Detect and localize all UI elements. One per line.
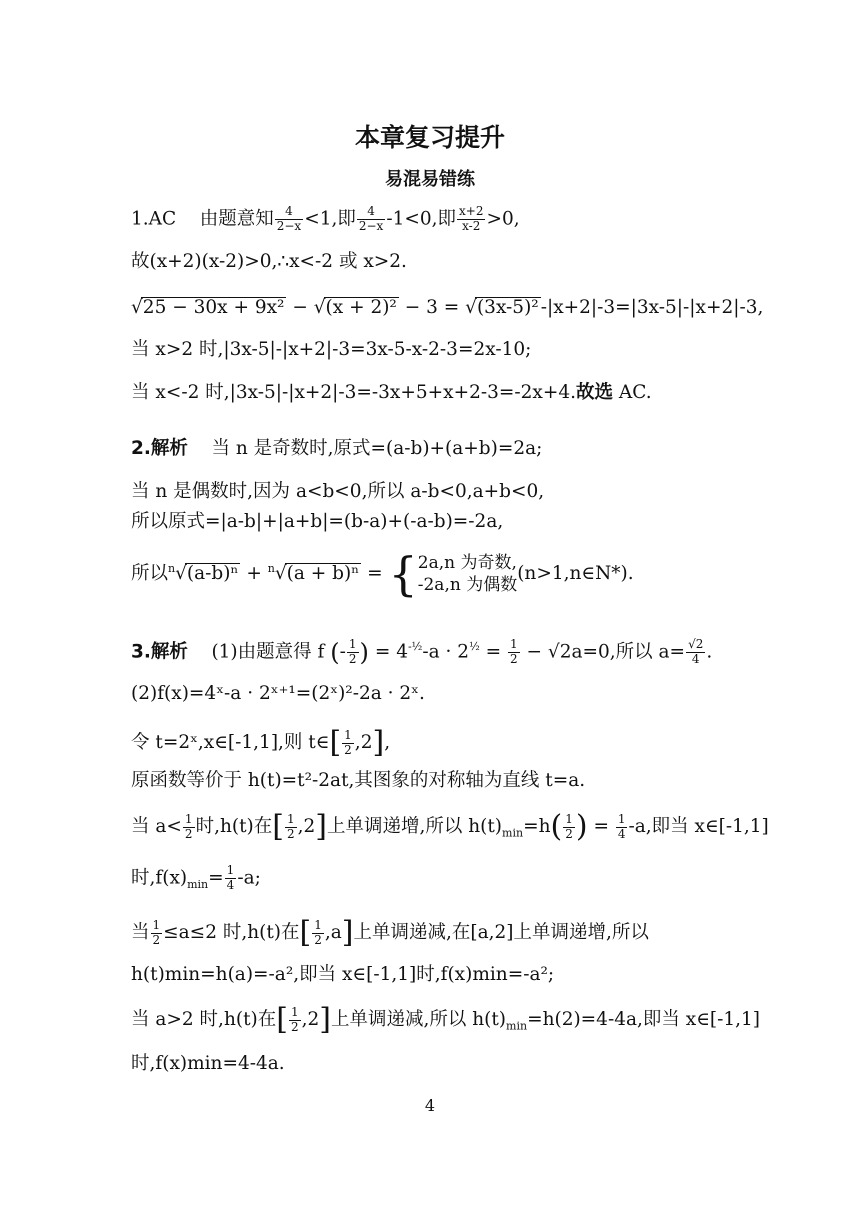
p3-line4: 原函数等价于 h(t)=t²-2at,其图象的对称轴为直线 t=a. — [131, 770, 586, 791]
p1-line5: 当 x<-2 时,|3x-5|-|x+2|-3=-3x+5+x+2-3=-2x+4.故选 AC. — [131, 382, 652, 403]
p3-line9: 当 a>2 时,h(t)在[ $\frac{1}{2}$ ,2]上单调递减,所以 $h(t)_{min}=h(2)=4-4a$,即当 x∈[-1,1] — [131, 1002, 761, 1037]
p3-line5: 当 a< $\frac{1}{2}$ 时,h(t)在[ $\frac{1}{2}$ ,2]上单调递增,所以 $h(t)_{min}=h$( $\frac{1}{2}$ ) = $\frac{1}{4}$ -a,即当 x∈[-1,1] — [131, 809, 769, 844]
p3-line8: h(t)min=h(a)=-a²,即当 x∈[-1,1]时,f(x)min=-a²; — [131, 964, 555, 985]
p2-line3: 所以原式=|a-b|+|a+b|=(b-a)+(-a-b)=-2a, — [131, 511, 504, 532]
p1-line2: 故(x+2)(x-2)>0,∴x<-2 或 x>2. — [131, 251, 407, 272]
p3-line6: 时$,f(x)_{min}=$ $\frac{1}{4}$ -a; — [131, 863, 261, 892]
section-subtitle: 易混易错练 — [385, 169, 475, 190]
p2-line4: 所以$^n$√(a-b)ⁿ + $^n$√(a + b)ⁿ = { 2a,n 为奇数, -2a,n 为偶数 (n>1,n∈N*). — [131, 547, 634, 601]
p1-line3: √25 − 30x + 9x² − √(x + 2)² − 3 = √(3x-5)² -|x+2|-3=|3x-5|-|x+2|-3, — [131, 297, 764, 318]
p3-line7: 当 $\frac{1}{2}$ ≤a≤2 时,h(t)在[ $\frac{1}{2}$ ,a]上单调递减,在[a,2]上单调递增,所以 — [131, 915, 649, 950]
p1-line4: 当 x>2 时,|3x-5|-|x+2|-3=3x-5-x-2-3=2x-10; — [131, 339, 532, 360]
p2-line1: 2.解析 当 n 是奇数时,原式=(a-b)+(a+b)=2a; — [131, 438, 543, 459]
p2-line2: 当 n 是偶数时,因为 a<b<0,所以 a-b<0,a+b<0, — [131, 481, 545, 502]
p3-line1: 3.解析 (1)由题意得 f (- $\frac{1}{2}$ ) = $4^{-\frac{1}{2}}-a \cdot 2^{\frac{1}{2}}$ = $\frac{1}{2}$ − √2a=0,所以 a= $\frac{√2}{4}$ . — [131, 637, 713, 667]
p3-line2: (2)f(x)=4ˣ-a · 2ˣ⁺¹=(2ˣ)²-2a · 2ˣ. — [131, 683, 425, 704]
p3-line10: 时,f(x)min=4-4a. — [131, 1053, 285, 1074]
page-number: 4 — [424, 1096, 436, 1115]
p3-line3: 令 t=2ˣ,x∈[-1,1],则 t∈[ $\frac{1}{2}$ ,2], — [131, 725, 391, 760]
p1-line1: 1.AC 由题意知 $\frac{4}{2-x}$ <1,即 $\frac{4}{2-x}$ -1<0,即 $\frac{x+2}{x-2}$ >0, — [131, 204, 520, 233]
page-title: 本章复习提升 — [354, 123, 505, 152]
